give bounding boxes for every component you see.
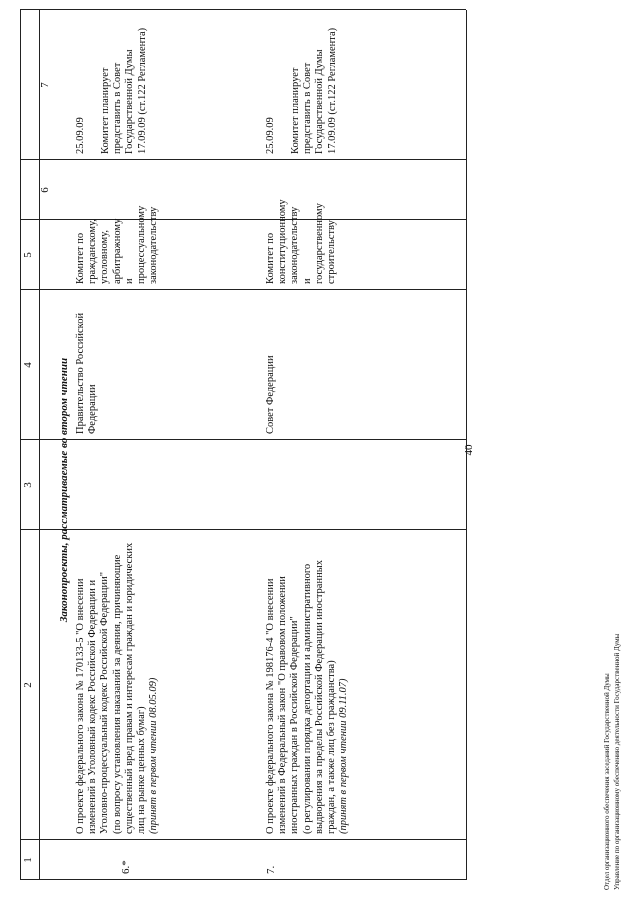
page-number: 40 — [463, 444, 475, 456]
row-number: 7. — [265, 865, 277, 874]
footer-line: Отдел организационного обеспечения заседаний Государственной Думы — [603, 673, 611, 890]
table-border-right — [20, 9, 466, 10]
committee-remark: Комитет планирует представить в Совет Государственной Думы 17.09.09 (ст.122 Регламента) — [100, 27, 148, 154]
header-row-divider — [39, 10, 40, 880]
column-divider — [20, 289, 466, 290]
column-number: 3 — [22, 482, 34, 488]
column-divider — [20, 529, 466, 530]
footer — [602, 634, 622, 890]
responsible-committee: Комитет по гражданскому, уголовному, арбитражному и процессуальному законодательству — [75, 205, 160, 284]
table-border-left — [20, 879, 466, 880]
bill-description — [75, 534, 160, 834]
bill-detail: (о регулировании порядка депортации и административного выдворения за пределы Российской Федерации иностранных граждан, а также лиц без гражданства) — [301, 559, 338, 834]
committee-remark: Комитет планирует представить в Совет Государственной Думы 17.09.09 (ст.122 Регламента) — [290, 27, 338, 154]
bill-initiator: Правительство Российской Федерации — [75, 312, 99, 434]
table-border-top — [20, 10, 21, 880]
column-divider — [20, 159, 466, 160]
consideration-date: 25.09.09 — [265, 117, 276, 154]
section-title: Законопроекты, рассматриваемые во втором чтении — [58, 357, 70, 623]
bill-title: О проекте федерального закона № 198176-4 "О внесении изменений в Федеральный закон "О правовом положении иностранных граждан в Российской Федерации" — [265, 576, 301, 834]
agenda-table — [20, 10, 466, 880]
bill-title: О проекте федерального закона № 170133-5 "О внесении изменений в Уголовный кодекс Российской Федерации и Уголовно-процессуальный кодекс Российской Федерации" — [75, 571, 111, 834]
column-number: 7 — [39, 82, 51, 88]
bill-first-reading-note: (принят в первом чтении 08.05.09) — [148, 677, 160, 834]
row-number: 6.* — [120, 860, 132, 874]
bill-description — [265, 534, 350, 834]
bill-first-reading-note: (принят в первом чтении 09.11.07) — [338, 678, 350, 834]
column-number: 4 — [22, 362, 34, 368]
table-border-bottom — [466, 10, 467, 880]
footer-line: Управление по организационному обеспечению деятельности Государственной Думы — [613, 633, 621, 890]
bill-detail: (по вопросу установления наказаний за деяния, причиняющие существенный вред правам и интересам граждан и юридических лиц на рынке ценных бумаг) — [111, 542, 148, 834]
column-number: 1 — [22, 857, 34, 863]
column-divider — [20, 839, 466, 840]
column-divider — [20, 439, 466, 440]
column-number: 5 — [22, 252, 34, 258]
responsible-committee: Комитет по конституционному законодательству и государственному строительству — [265, 199, 338, 284]
column-number: 6 — [39, 187, 51, 193]
bill-initiator: Совет Федерации — [265, 355, 276, 434]
consideration-date: 25.09.09 — [75, 117, 86, 154]
column-number: 2 — [22, 682, 34, 688]
